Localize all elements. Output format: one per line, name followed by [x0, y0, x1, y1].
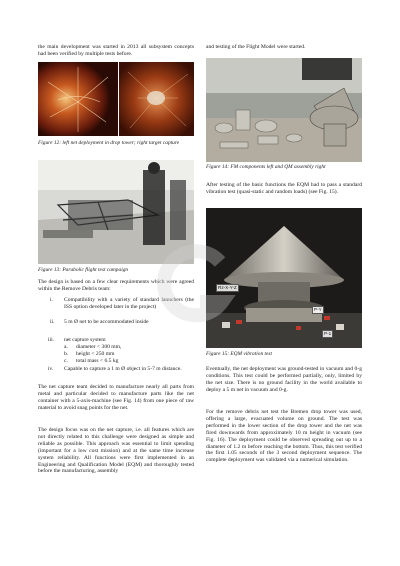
subreq-letter: a.: [64, 344, 68, 350]
figure-13-image: [38, 160, 194, 264]
figure-15-caption: Figure 15: EQM vibration test: [206, 351, 272, 357]
fig15-label-p1: P-1: [324, 331, 332, 336]
subreq-letter: c.: [64, 358, 68, 364]
subreq-item: diameter < 300 mm,: [76, 344, 122, 350]
req-number: i.: [50, 297, 53, 303]
req-item: Compatibility with a variety of standard launchers (the ISS option developed later in the project): [64, 297, 194, 310]
intro-paragraph: the main development was started in 2013 all subsystem concepts had been verified by multiple tests before.: [38, 44, 194, 57]
right-top-paragraph: and testing of the Flight Model were started.: [206, 44, 306, 50]
req-item: net capture system: [64, 337, 106, 343]
req-item: Capable to capture a 1 m Ø object in 5-7 m distance.: [64, 366, 182, 372]
req-number: iii.: [48, 337, 55, 343]
eventually-paragraph: Eventually, the net deployment was ground-tested in vacuum and 0-g conditions. This test could be performed partially, only, limited by the net size. There is no ground facility in the world available to deploy a 5 m net in vacuum and 0-g.: [206, 366, 362, 393]
subreq-item: total mass < 6.5 kg: [76, 358, 119, 364]
fig15-label-rz: Rz-X-Y-Z: [218, 285, 237, 290]
subreq-item: height < 250 mm: [76, 351, 115, 357]
design-paragraph: The design is based on a few clear requirements which were agreed within the Remove Debris team:: [38, 279, 194, 292]
figure-14-image: [206, 58, 362, 162]
capture-paragraph: The net capture team decided to manufacture nearly all parts from metal and particular decided to manufacture parts like the net container with a 5-axis-machine (see Fig. 14) from one piece of raw material to avoid snag points for the net.: [38, 384, 194, 411]
subreq-letter: b.: [64, 351, 69, 357]
figure-12-image: [38, 62, 194, 136]
figure-13-caption: Figure 13: Parabolic flight test campaign: [38, 267, 129, 273]
figure-14-caption: Figure 14: FM components left and QM assembly right: [206, 164, 326, 170]
after-paragraph: After testing of the basic functions the EQM had to pass a standard vibration test (quasi-static and random loads) (see Fig. 15).: [206, 182, 362, 195]
remove-debris-paragraph: For the remove debris net test the Bremen drop tower was used, offering a large, evacuated volume on ground. The test was performed in the lower section of the drop tower and the net was fired downwards from approximately 10 m height in vacuum (see Fig. 16). The deployment could be observed spreading out up to a diameter of 1.2 m before reaching the bottom. Thus, this test verified the first 1.05 seconds of the 3 second deployment sequence. The complete deployment was validated via a numerical simulation.: [206, 409, 362, 464]
focus-paragraph: The design focus was on the net capture, i.e. all features which are not directly related to this challenge were designed as simple and reliable as possible. This approach was essential to limit spending (important for a low cost mission) and at the same time increase system reliability. All functions were first implemented in an Engineering and Qualification Model (EQM) and thoroughly tested before the manufacturing, assembly: [38, 427, 194, 475]
req-number: iv.: [48, 366, 54, 372]
req-number: ii.: [50, 319, 55, 325]
figure-12-caption: Figure 12: left net deployment in drop tower; right target capture: [38, 140, 180, 146]
figure-15-image: [206, 208, 362, 348]
req-item: 5 m Ø net to be accommodated inside: [64, 319, 149, 325]
fig15-label-py: P-Y: [314, 307, 322, 312]
